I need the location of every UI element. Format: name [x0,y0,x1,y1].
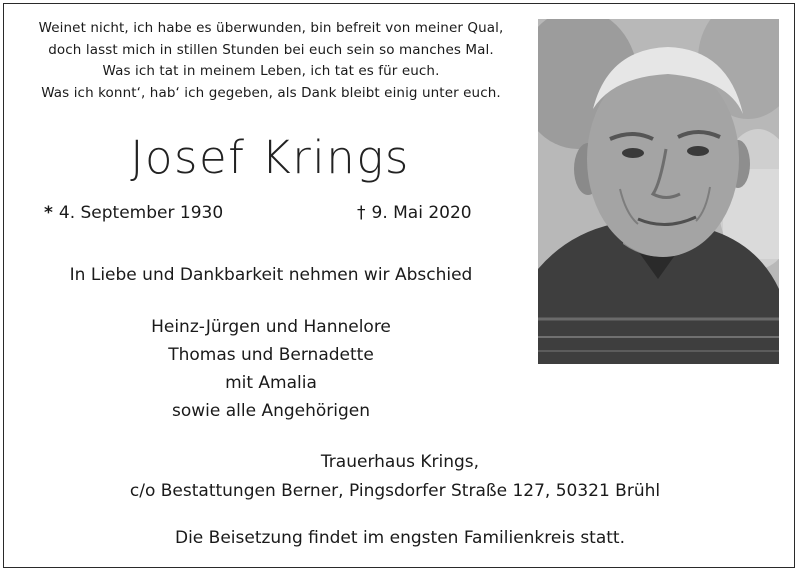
address-line-1: Trauerhaus Krings, [320,452,480,472]
portrait-photo [538,19,779,364]
birth-date-text: 4. September 1930 [58,203,224,223]
poem-line: Was ich tat in meinem Leben, ich tat es für euch. [102,63,440,79]
death-date-text: 9. Mai 2020 [371,203,472,223]
birth-date [44,201,223,225]
poem [14,18,528,104]
birth-star-icon: * [44,203,53,223]
poem-line: Weinet nicht, ich habe es überwunden, bin befreit von meiner Qual, [38,20,504,36]
farewell-text: In Liebe und Dankbarkeit nehmen wir Abschied [69,265,473,285]
family-line: mit Amalia [225,373,317,393]
mourning-address [0,448,800,506]
poem-line: doch lasst mich in stillen Stunden bei euch sein so manches Mal. [48,41,494,58]
death-date [357,201,472,225]
portrait-photo-icon [538,19,779,364]
family-line: Thomas und Bernadette [168,345,374,365]
deceased-name: Josef Krings [130,131,410,184]
family-list [14,313,528,425]
family-line: sowie alle Angehörigen [171,401,371,421]
death-cross-icon: † [357,203,366,223]
address-line-2: c/o Bestattungen Berner, Pingsdorfer Straße 127, 50321 Brühl [129,481,661,501]
family-line: Heinz-Jürgen und Hannelore [151,317,391,337]
poem-line: Was ich konnt‘, hab‘ ich gegeben, als Dank bleibt einig unter euch. [41,84,501,101]
burial-notice: Die Beisetzung findet im engsten Familienkreis statt. [174,528,626,548]
